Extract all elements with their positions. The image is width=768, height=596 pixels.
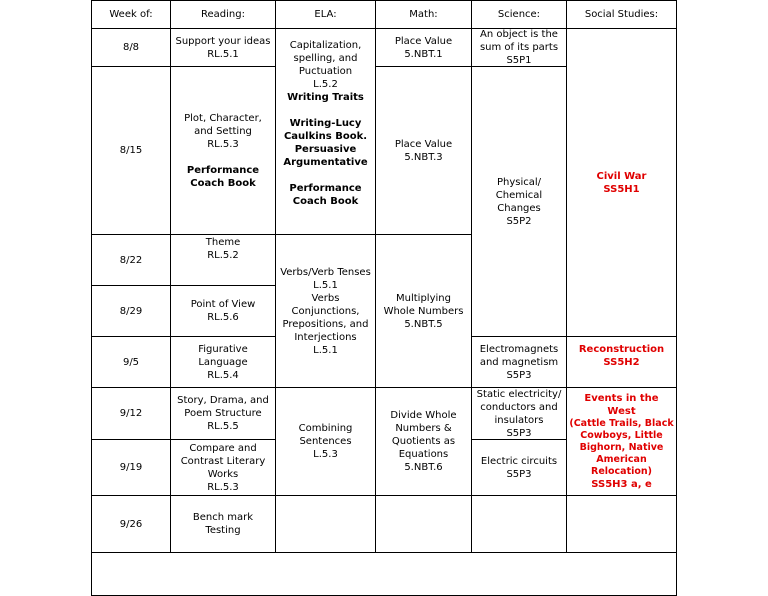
header-week: Week of: bbox=[91, 0, 171, 29]
reading-cell: Compare and Contrast Literary Works RL.5.3 bbox=[170, 439, 276, 496]
header-social-studies: Social Studies: bbox=[566, 0, 677, 29]
social-cell-empty bbox=[566, 495, 677, 553]
science-cell: Electromagnets and magnetism S5P3 bbox=[471, 336, 567, 388]
ela-cell: Capitalization, spelling, and Puctuation L.5.2 Writing Traits Writing-Lucy Caulkins Book. Persuasive Argumentative Performance Coach Book bbox=[275, 28, 376, 235]
week-cell: 9/5 bbox=[91, 336, 171, 388]
header-reading: Reading: bbox=[170, 0, 276, 29]
math-cell: Divide Whole Numbers & Quotients as Equations 5.NBT.6 bbox=[375, 387, 472, 496]
ela-cell-empty bbox=[275, 495, 376, 553]
reading-cell: Point of View RL.5.6 bbox=[170, 285, 276, 337]
reading-cell: Story, Drama, and Poem Structure RL.5.5 bbox=[170, 387, 276, 440]
ela-cell: Combining Sentences L.5.3 bbox=[275, 387, 376, 496]
math-cell: Multiplying Whole Numbers 5.NBT.5 bbox=[375, 234, 472, 388]
header-science: Science: bbox=[471, 0, 567, 29]
week-cell: 9/12 bbox=[91, 387, 171, 440]
math-cell: Place Value 5.NBT.1 bbox=[375, 28, 472, 67]
math-cell: Place Value 5.NBT.3 bbox=[375, 66, 472, 235]
bottom-empty-row bbox=[91, 552, 677, 596]
week-cell: 8/8 bbox=[91, 28, 171, 67]
reading-cell: Support your ideas RL.5.1 bbox=[170, 28, 276, 67]
curriculum-table bbox=[91, 0, 677, 594]
ela-cell: Verbs/Verb Tenses L.5.1 Verbs Conjunctions, Prepositions, and Interjections L.5.1 bbox=[275, 234, 376, 388]
science-cell-empty bbox=[471, 495, 567, 553]
reading-cell: Theme RL.5.2 bbox=[170, 234, 276, 286]
week-cell: 9/19 bbox=[91, 439, 171, 496]
science-cell: Static electricity/ conductors and insulators S5P3 bbox=[471, 387, 567, 440]
social-cell: Civil War SS5H1 bbox=[566, 28, 677, 337]
science-cell: Electric circuits S5P3 bbox=[471, 439, 567, 496]
week-cell: 8/29 bbox=[91, 285, 171, 337]
reading-cell: Figurative Language RL.5.4 bbox=[170, 336, 276, 388]
social-cell: Reconstruction SS5H2 bbox=[566, 336, 677, 388]
reading-cell: Plot, Character, and Setting RL.5.3 Performance Coach Book bbox=[170, 66, 276, 235]
reading-cell: Bench mark Testing bbox=[170, 495, 276, 553]
week-cell: 8/22 bbox=[91, 234, 171, 286]
math-cell-empty bbox=[375, 495, 472, 553]
science-cell: Physical/ Chemical Changes S5P2 bbox=[471, 66, 567, 337]
header-ela: ELA: bbox=[275, 0, 376, 29]
week-cell: 9/26 bbox=[91, 495, 171, 553]
week-cell: 8/15 bbox=[91, 66, 171, 235]
social-cell: Events in the West (Cattle Trails, Black Cowboys, Little Bighorn, Native American Relocation) SS5H3 a, e bbox=[566, 387, 677, 496]
header-math: Math: bbox=[375, 0, 472, 29]
science-cell: An object is the sum of its parts S5P1 bbox=[471, 28, 567, 67]
